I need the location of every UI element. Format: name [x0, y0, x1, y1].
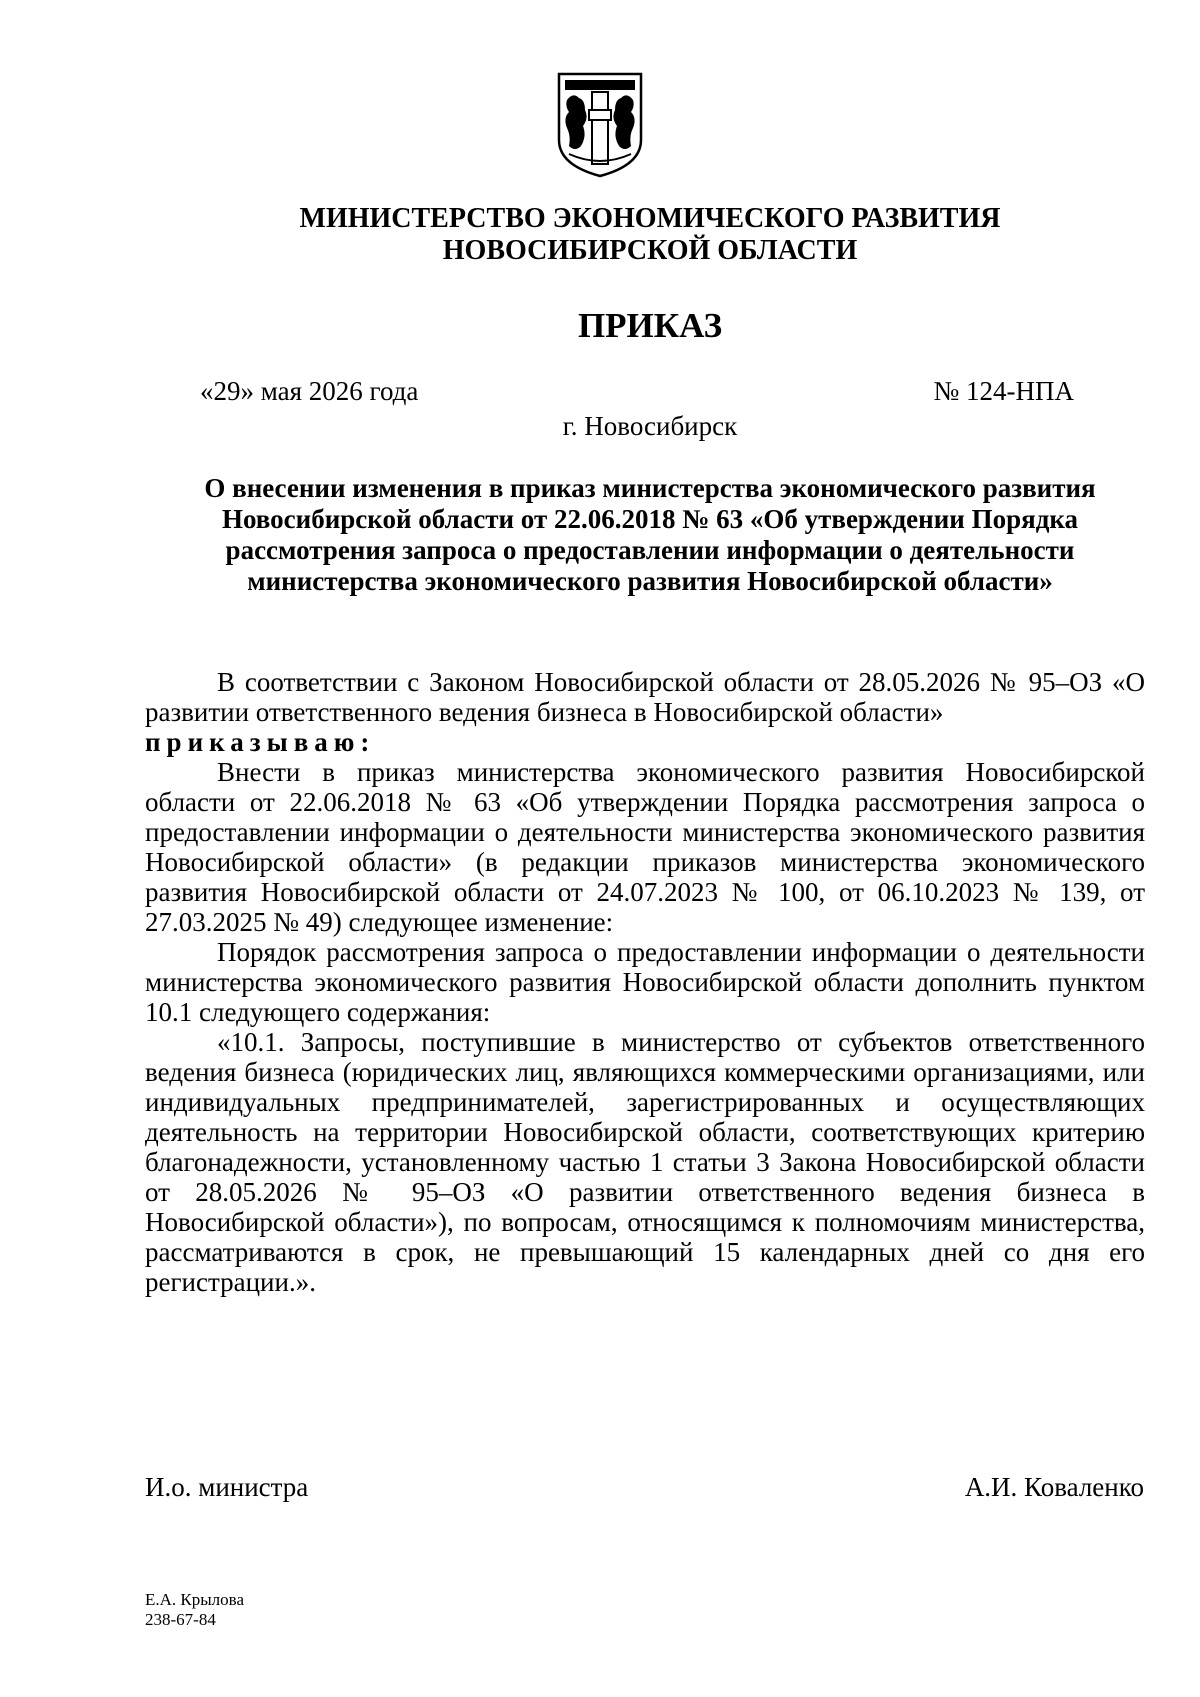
novosibirsk-coat-of-arms-icon: [555, 70, 645, 180]
body-paragraph-2: Порядок рассмотрения запроса о предоставлении информации о деятельности министерства экономического развития Новосибирской области дополнить пунктом 10.1 следующего содержания:: [145, 937, 1145, 1027]
signatory-role: И.о. министра: [145, 1472, 309, 1502]
executor-name: Е.А. Крылова: [145, 1590, 245, 1609]
order-subject-line3: рассмотрения запроса о предоставлении информации о деятельности: [225, 535, 1075, 565]
order-subject-line4: министерства экономического развития Новосибирской области»: [247, 566, 1053, 596]
ministry-name-line2: НОВОСИБИРСКОЙ ОБЛАСТИ: [442, 235, 858, 266]
executor-phone: 238-67-84: [145, 1610, 216, 1629]
order-body: [145, 667, 1145, 1297]
body-intro: В соответствии с Законом Новосибирской области от 28.05.2026 № 95–ОЗ «О развитии ответственного ведения бизнеса в Новосибирской области»: [145, 667, 1145, 727]
body-paragraph-1: Внести в приказ министерства экономического развития Новосибирской области от 22.06.2018 № 63 «Об утверждении Порядка рассмотрения запроса о предоставлении информации о деятельности министерства экономического развития Новосибирской области» (в редакции приказов министерства экономического развития Новосибирской области от 24.07.2023 № 100, от 06.10.2023 № 139, от 27.03.2025 № 49) следующее изменение:: [145, 757, 1145, 937]
order-subject-line2: Новосибирской области от 22.06.2018 № 63 «Об утверждении Порядка: [221, 504, 1079, 534]
ministry-name-line1: МИНИСТЕРСТВО ЭКОНОМИЧЕСКОГО РАЗВИТИЯ: [299, 203, 1001, 234]
document-type-title: ПРИКАЗ: [577, 306, 723, 345]
order-number: № 124-НПА: [933, 376, 1074, 406]
ministry-name: [200, 203, 1100, 267]
executor-block: [145, 1590, 244, 1630]
body-paragraph-3: «10.1. Запросы, поступившие в министерство от субъектов ответственного ведения бизнеса (юридических лиц, являющихся коммерческими организациями, или индивидуальных предпринимателей, зарегистрированных и осуществляющих деятельность на территории Новосибирской области, соответствующих критерию благонадежности, установленному частью 1 статьи 3 Закона Новосибирской области от 28.05.2026 № 95–ОЗ «О развитии ответственного ведения бизнеса в Новосибирской области»), по вопросам, относящимся к полномочиям министерства, рассматриваются в срок, не превышающий 15 календарных дней со дня его регистрации.».: [145, 1027, 1145, 1297]
order-subject-line1: О внесении изменения в приказ министерства экономического развития: [204, 473, 1096, 503]
order-date: «29» мая 2026 года: [200, 376, 419, 406]
order-city: г. Новосибирск: [562, 411, 738, 441]
order-subject: [155, 473, 1145, 597]
decree-word: приказываю:: [145, 727, 376, 757]
signatory-name: А.И. Коваленко: [964, 1472, 1144, 1502]
